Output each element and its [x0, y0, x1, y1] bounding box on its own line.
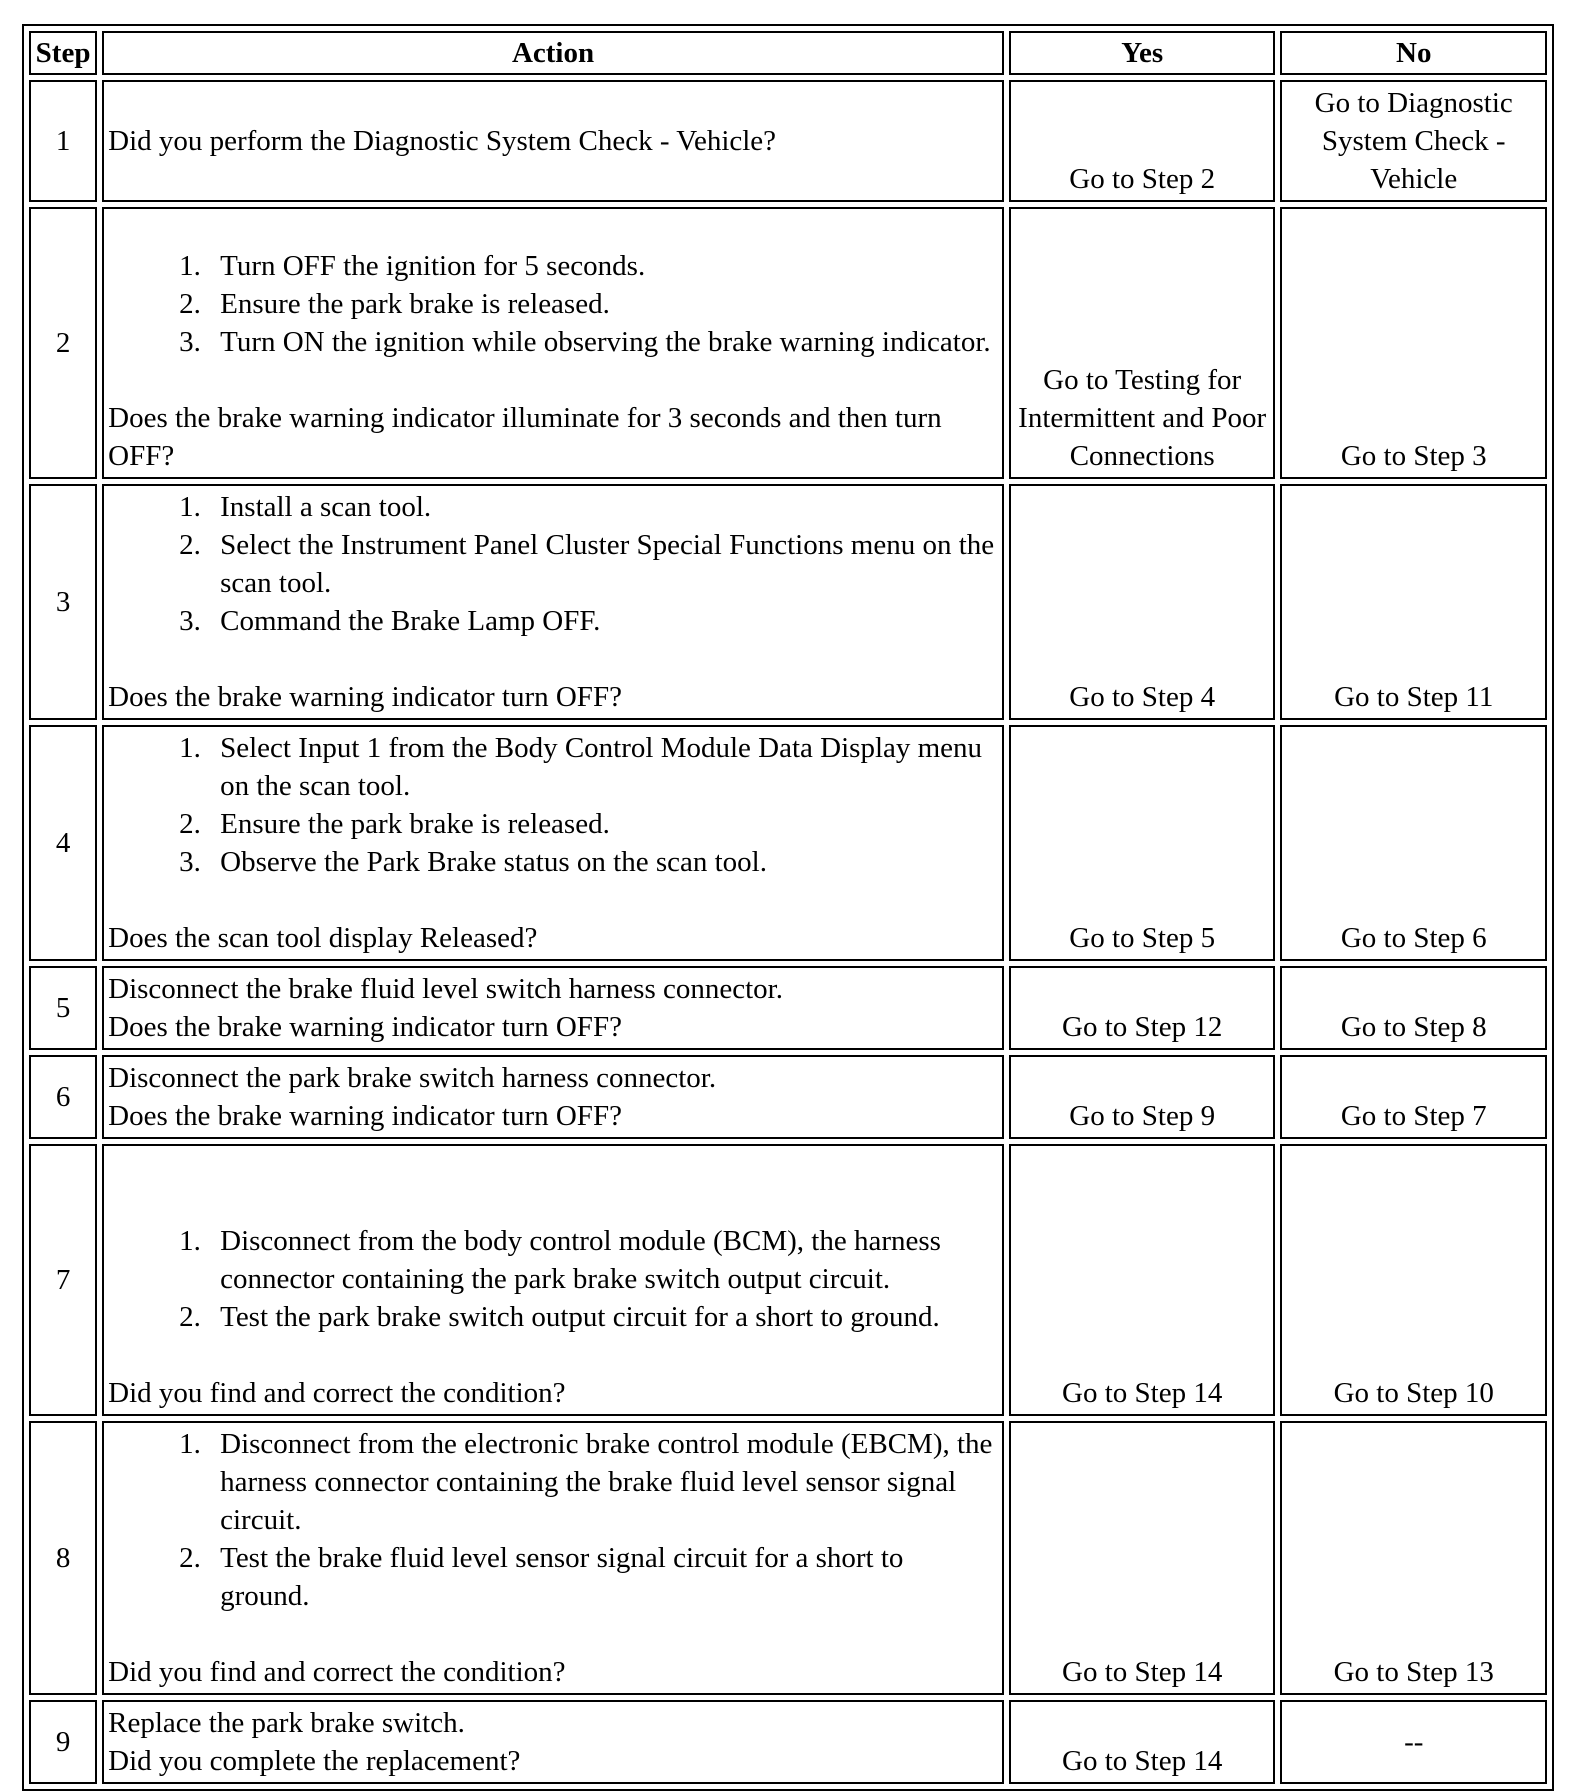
action-question: Does the brake warning indicator turn OFF? [108, 1011, 622, 1043]
action-step-item: 3. Observe the Park Brake status on the scan tool. [208, 843, 998, 881]
no-cell: Go to Diagnostic System Check - Vehicle [1280, 80, 1547, 202]
header-step: Step [29, 31, 97, 75]
table-row [29, 1144, 1547, 1416]
yes-cell: Go to Testing for Intermittent and Poor Connections [1009, 207, 1276, 479]
action-step-item: 3. Turn ON the ignition while observing the brake warning indicator. [208, 323, 998, 361]
yes-cell: Go to Step 5 [1009, 725, 1276, 961]
no-cell: Go to Step 10 [1280, 1144, 1547, 1416]
action-question: Did you complete the replacement? [108, 1745, 521, 1777]
yes-cell: Go to Step 14 [1009, 1144, 1276, 1416]
step-number: 1 [29, 80, 97, 202]
step-number: 6 [29, 1055, 97, 1139]
action-cell [102, 1700, 1004, 1784]
diagnostic-table [22, 24, 1554, 1791]
action-step-item: 1. Disconnect from the body control module (BCM), the harness connector containing the park brake switch output circuit. [208, 1222, 998, 1298]
action-question: Does the brake warning indicator turn OFF? [108, 681, 622, 713]
table-row [29, 80, 1547, 202]
action-cell [102, 1421, 1004, 1695]
action-steps [108, 729, 998, 881]
step-number: 4 [29, 725, 97, 961]
step-number: 9 [29, 1700, 97, 1784]
table-row [29, 966, 1547, 1050]
yes-cell: Go to Step 12 [1009, 966, 1276, 1050]
table-row [29, 725, 1547, 961]
no-cell: Go to Step 7 [1280, 1055, 1547, 1139]
action-question: Did you find and correct the condition? [108, 1656, 566, 1688]
header-action: Action [102, 31, 1004, 75]
action-cell [102, 725, 1004, 961]
action-step-item: 3. Command the Brake Lamp OFF. [208, 602, 998, 640]
action-cell [102, 80, 1004, 202]
action-step-item: 1. Select Input 1 from the Body Control Module Data Display menu on the scan tool. [208, 729, 998, 805]
header-yes: Yes [1009, 31, 1276, 75]
yes-cell: Go to Step 4 [1009, 484, 1276, 720]
action-steps [108, 1425, 998, 1615]
step-number: 8 [29, 1421, 97, 1695]
action-steps [108, 1222, 998, 1336]
yes-cell: Go to Step 14 [1009, 1700, 1276, 1784]
table-row [29, 484, 1547, 720]
yes-cell: Go to Step 14 [1009, 1421, 1276, 1695]
step-number: 5 [29, 966, 97, 1050]
action-cell [102, 1055, 1004, 1139]
step-number: 2 [29, 207, 97, 479]
action-question: Does the brake warning indicator illuminate for 3 seconds and then turn OFF? [108, 402, 942, 472]
action-cell [102, 207, 1004, 479]
table-row [29, 1700, 1547, 1784]
no-cell: Go to Step 3 [1280, 207, 1547, 479]
action-question: Does the brake warning indicator turn OFF? [108, 1100, 622, 1132]
header-no: No [1280, 31, 1547, 75]
action-cell [102, 1144, 1004, 1416]
action-step-item: 1. Disconnect from the electronic brake control module (EBCM), the harness connector containing the brake fluid level sensor signal circuit. [208, 1425, 998, 1539]
action-question: Did you find and correct the condition? [108, 1377, 566, 1409]
action-instruction: Replace the park brake switch. [108, 1707, 465, 1739]
action-steps [108, 247, 998, 361]
action-steps [108, 488, 998, 640]
action-instruction: Disconnect the brake fluid level switch harness connector. [108, 973, 783, 1005]
no-cell: -- [1280, 1700, 1547, 1784]
action-step-item: 2. Ensure the park brake is released. [208, 805, 998, 843]
action-step-item: 1. Turn OFF the ignition for 5 seconds. [208, 247, 998, 285]
action-step-item: 2. Select the Instrument Panel Cluster Special Functions menu on the scan tool. [208, 526, 998, 602]
action-step-item: 2. Ensure the park brake is released. [208, 285, 998, 323]
yes-cell: Go to Step 2 [1009, 80, 1276, 202]
yes-cell: Go to Step 9 [1009, 1055, 1276, 1139]
no-cell: Go to Step 8 [1280, 966, 1547, 1050]
header-row [29, 31, 1547, 75]
action-step-item: 1. Install a scan tool. [208, 488, 998, 526]
action-cell [102, 484, 1004, 720]
step-number: 7 [29, 1144, 97, 1416]
action-instruction: Disconnect the park brake switch harness connector. [108, 1062, 717, 1094]
action-cell [102, 966, 1004, 1050]
action-step-item: 2. Test the brake fluid level sensor signal circuit for a short to ground. [208, 1539, 998, 1615]
action-question: Did you perform the Diagnostic System Check - Vehicle? [108, 125, 777, 157]
action-step-item: 2. Test the park brake switch output circuit for a short to ground. [208, 1298, 998, 1336]
no-cell: Go to Step 11 [1280, 484, 1547, 720]
table-row [29, 1421, 1547, 1695]
table-row [29, 207, 1547, 479]
no-cell: Go to Step 6 [1280, 725, 1547, 961]
action-question: Does the scan tool display Released? [108, 922, 538, 954]
table-row [29, 1055, 1547, 1139]
step-number: 3 [29, 484, 97, 720]
no-cell: Go to Step 13 [1280, 1421, 1547, 1695]
